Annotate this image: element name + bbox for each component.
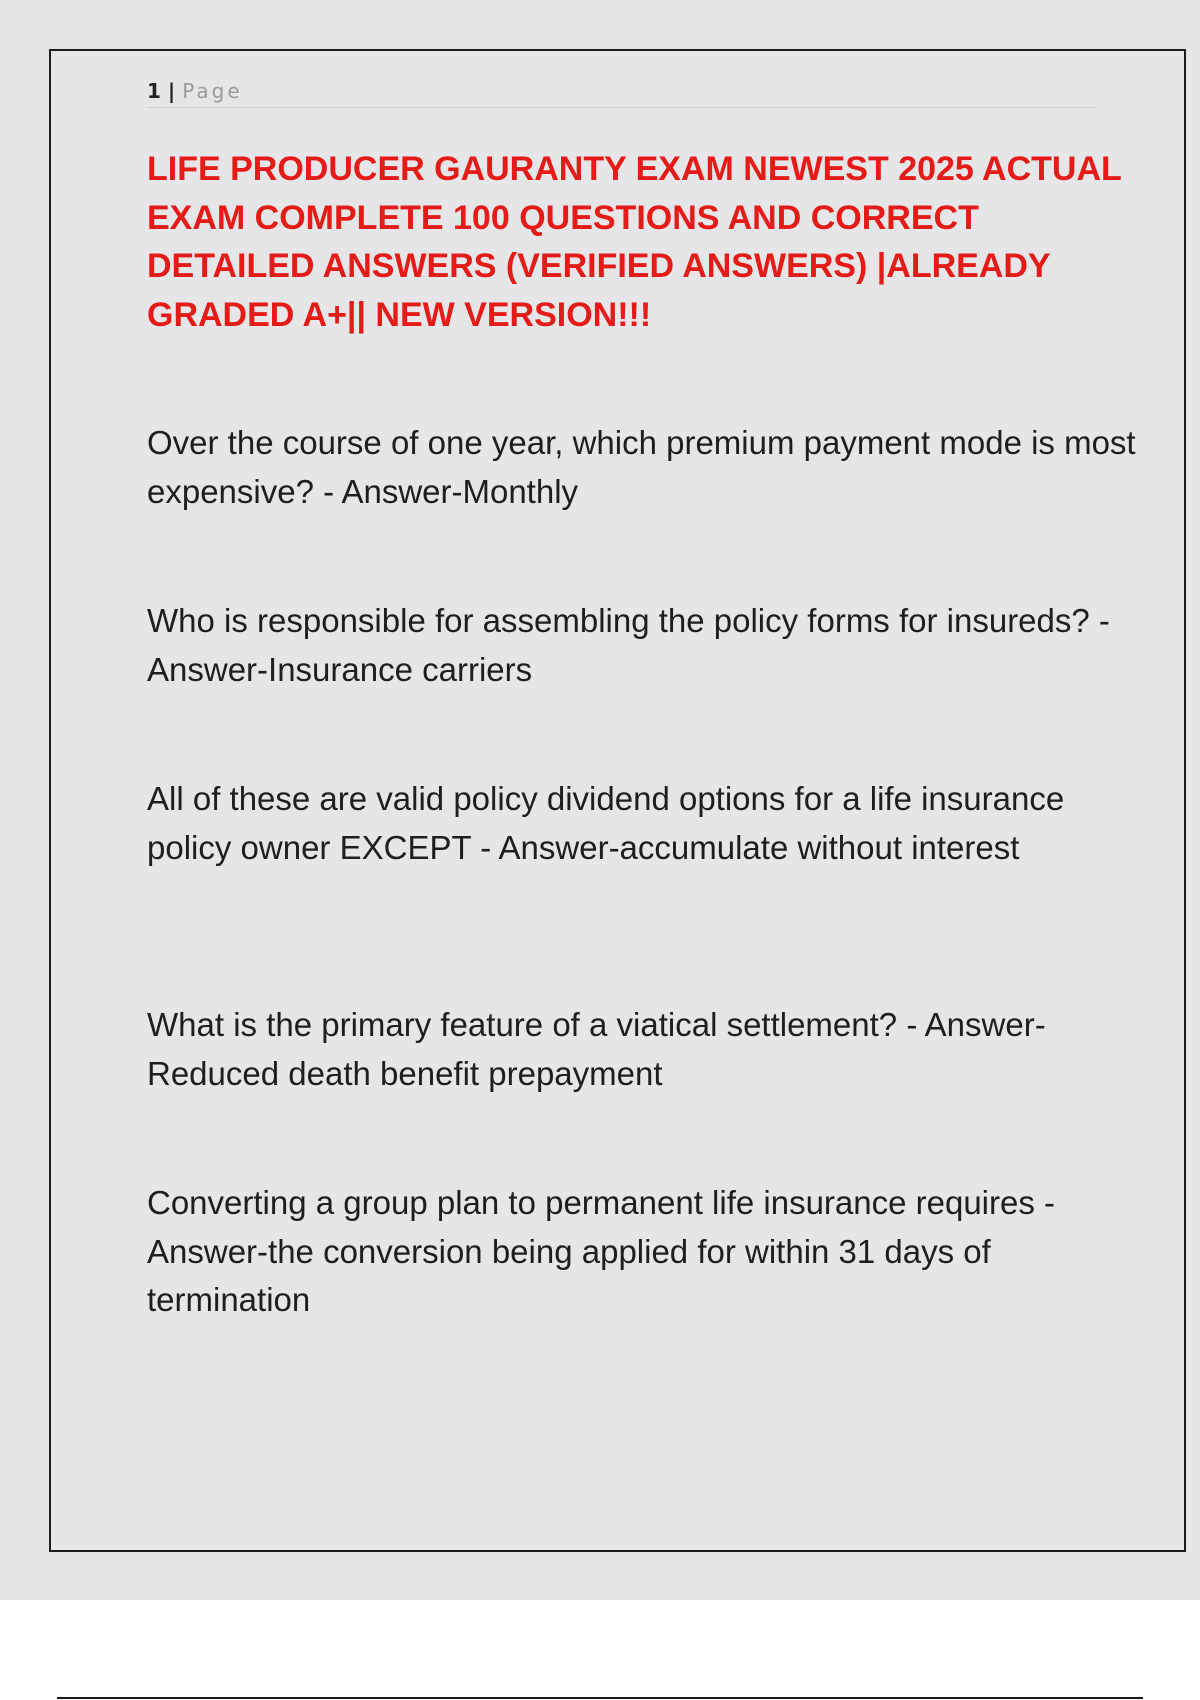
page-separator: | [167,79,179,103]
qa-item-2: Who is responsible for assembling the policy forms for insureds? - Answer-Insurance carriers [147,602,1110,688]
qa-item-3: All of these are valid policy dividend options for a life insurance policy owner EXCEPT - Answer-accumulate without interest [147,780,1065,866]
document-page [49,49,1186,1552]
page-number: 1 [147,79,164,103]
qa-item-4: What is the primary feature of a viatical settlement? - Answer-Reduced death benefit prepayment [147,1006,1046,1092]
page-label: Page [182,79,243,103]
qa-item-1: Over the course of one year, which premium payment mode is most expensive? - Answer-Monthly [147,424,1136,510]
document-title: LIFE PRODUCER GAURANTY EXAM NEWEST 2025 ACTUAL EXAM COMPLETE 100 QUESTIONS AND CORRECT DETAILED ANSWERS (VERIFIED ANSWERS) |ALREADY GRADED A+|| NEW VERSION!!! [147,150,1122,334]
page-header [147,79,1097,108]
next-page-divider [57,1697,1143,1699]
qa-item-5: Converting a group plan to permanent life insurance requires - Answer-the conversion being applied for within 31 days of termination [147,1184,1056,1318]
